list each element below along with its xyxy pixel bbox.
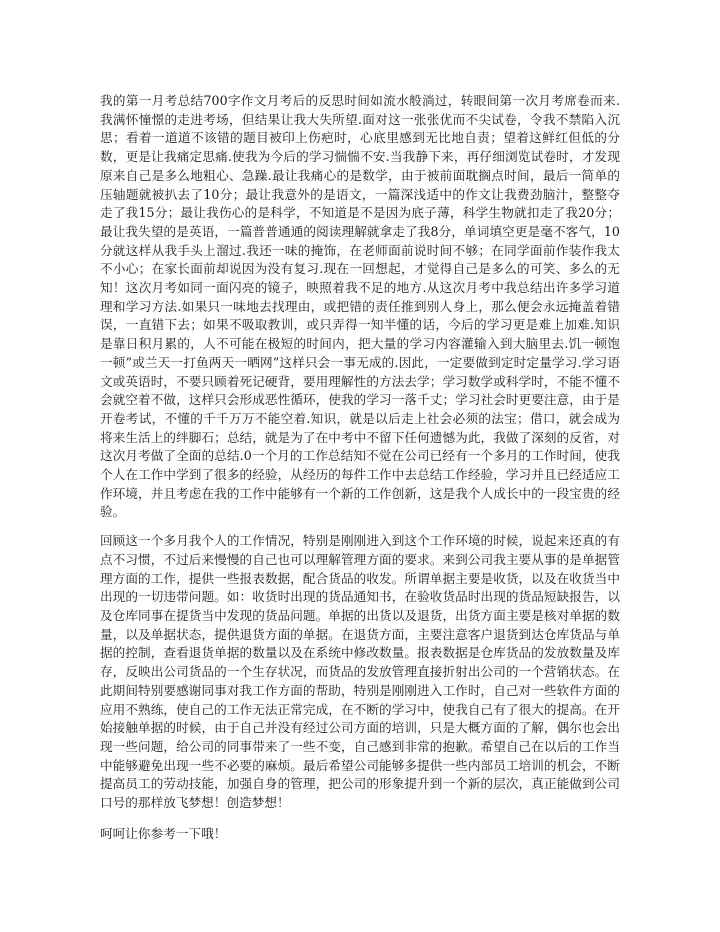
paragraph-closing-note: 呵呵让你参考一下哦！ [100, 825, 227, 841]
paragraph-monthly-exam-reflection: 我的第一月考总结700字作文月考后的反思时间如流水般淌过，转眼间第一次月考席卷而来.我满怀憧憬的走进考场，但结果让我大失所望.面对这一张张优而不尖试卷，令我不禁陷入沉思；看着一道道不该错的题目被印上伤疤时，心底里感到无比地自责；望着这鲜红但低的分数，更是让我痛定思痛.使我为今后的学习惴惴不安.当我静下来，再仔细浏览试卷时，才发现原来自己是多么地粗心、急躁.最让我痛心的是数学，由于被前面耽搁点时间，最后一简单的压轴题就被扒去了10分；最让我意外的是语文，一篇深浅适中的作文让我费劲脑汁，整整夺走了我15分；最让我伤心的是科学，不知道是不是因为底子薄，科学生物就扣走了我20分；最让我失望的是英语，一篇普普通通的阅读理解就拿走了我8分，单词填空更是毫不客气，10分就这样从我手头上溜过.我还一味的掩饰，在老师面前说时间不够；在同学面前作装作我太不小心；在家长面前却说因为没有复习.现在一回想起，才觉得自己是多么的可笑、多么的无知！这次月考如同一面闪亮的镜子，映照着我不足的地方.从这次月考中我总结出许多学习道理和学习方法.如果只一味地去找理由，或把错的责任推到别人身上，那么便会永远掩盖着错误，一直错下去；如果不吸取教训，或只弄得一知半懂的话，今后的学习更是难上加难.知识是靠日积月累的，人不可能在极短的时间内，把大量的学习内容灌输入到大脑里去.饥一顿饱一顿”或兰天一打鱼两天一晒网”这样只会一事无成的.因此，一定要做到定时定量学习.学习语文或英语时，不要只顾着死记硬背，要用理解性的方法去学；学习数学或科学时，不能不懂不会就空着不做，这样只会形成恶性循环，使我的学习一落千丈；学习社会时更要注意，由于是开卷考试，不懂的千千万万不能空着.知识，就是以后走上社会必须的法宝；借口，就会成为将来生活上的绊脚石；总结，就是为了在中考中不留下任何遗憾为此，我做了深刻的反省，对这次月考做了全面的总结.0一个月的工作总结知不觉在公司已经有一个多月的工作时间，使我个人在工作中学到了很多的经验，从经历的每件工作中去总结工作经验，学习并且已经适应工作环境，并且考虑在我的工作中能够有一个新的工作创新，这是我个人成长中的一段宝贵的经验。 [100, 93, 620, 520]
document-body [100, 92, 620, 843]
paragraph-work-review: 回顾这一个多月我个人的工作情况，特别是刚刚进入到这个工作环境的时候，说起来还真的有点不习惯，不过后来慢慢的自己也可以理解管理方面的要求。来到公司我主要从事的是单据管理方面的工作，提供一些报表数据，配合货品的收发。所谓单据主要是收货，以及在收货当中出现的一切违带问题。如：收货时出现的货品通知书，在验收货品时出现的货品短缺报告，以及仓库同事在提货当中发现的货品问题。单据的出货以及退货，出货方面主要是核对单据的数量，以及单据状态，提供退货方面的单据。在退货方面，主要注意客户退货到达仓库货品与单据的控制，查看退货单据的数量以及在系统中修改数量。报表数据是仓库货品的发放数量及库存，反映出公司货品的一个生存状况，而货品的发放管理直接折射出公司的一个营销状态。在此期间特别要感谢同事对我工作方面的帮助，特别是刚刚进入工作时，自己对一些软件方面的应用不熟练，使自己的工作无法正常完成，在不断的学习中，使我自己有了很大的提高。在开始接触单据的时候，由于自己并没有经过公司方面的培训，只是大概方面的了解，偶尔也会出现一些问题，给公司的同事带来了一些不变，自己感到非常的抱歉。希望自己在以后的工作当中能够避免出现一些不必要的麻烦。最后希望公司能够多提供一些内部员工培训的机会，不断提高员工的劳动技能，加强自身的管理，把公司的形象提升到一个新的层次，真正能做到公司口号的那样放飞梦想！创造梦想！ [100, 533, 620, 811]
